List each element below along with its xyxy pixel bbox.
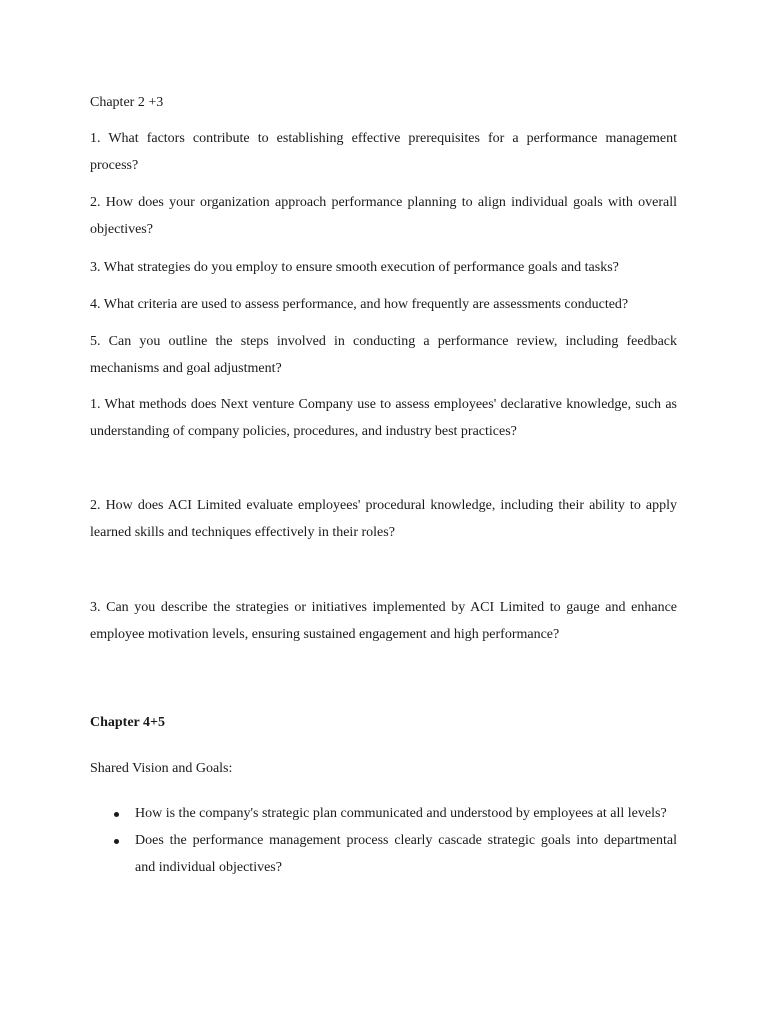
question-b-2: 2. How does ACI Limited evaluate employees' procedural knowledge, including their ability to apply learned skills and techniques effectively in their roles? — [90, 498, 677, 540]
chapter-4-5-heading: Chapter 4+5 — [90, 715, 165, 730]
bullet-text: Does the performance management process clearly cascade strategic goals into departmental and individual objectives? — [135, 833, 677, 875]
bullet-item — [90, 800, 677, 827]
shared-vision-bullets — [90, 800, 677, 881]
bullet-text: How is the company's strategic plan communicated and understood by employees at all levels? — [135, 806, 667, 821]
question-a-3: 3. What strategies do you employ to ensure smooth execution of performance goals and tasks? — [90, 260, 619, 275]
document-page — [90, 0, 677, 1024]
shared-vision-heading: Shared Vision and Goals: — [90, 761, 233, 776]
chapter-2-3-heading: Chapter 2 +3 — [90, 95, 164, 110]
bullet-item — [90, 827, 677, 881]
question-a-4: 4. What criteria are used to assess performance, and how frequently are assessments conducted? — [90, 297, 629, 312]
question-a-1: 1. What factors contribute to establishing effective prerequisites for a performance management process? — [90, 131, 677, 173]
question-b-1: 1. What methods does Next venture Company use to assess employees' declarative knowledge, such as understanding of company policies, procedures, and industry best practices? — [90, 397, 677, 439]
question-b-3: 3. Can you describe the strategies or initiatives implemented by ACI Limited to gauge and enhance employee motivation levels, ensuring sustained engagement and high performance? — [90, 600, 677, 642]
bullet-dot-icon — [114, 812, 119, 817]
question-a-5: 5. Can you outline the steps involved in conducting a performance review, including feedback mechanisms and goal adjustment? — [90, 334, 677, 376]
question-a-2: 2. How does your organization approach performance planning to align individual goals with overall objectives? — [90, 195, 677, 237]
bullet-dot-icon — [114, 839, 119, 844]
